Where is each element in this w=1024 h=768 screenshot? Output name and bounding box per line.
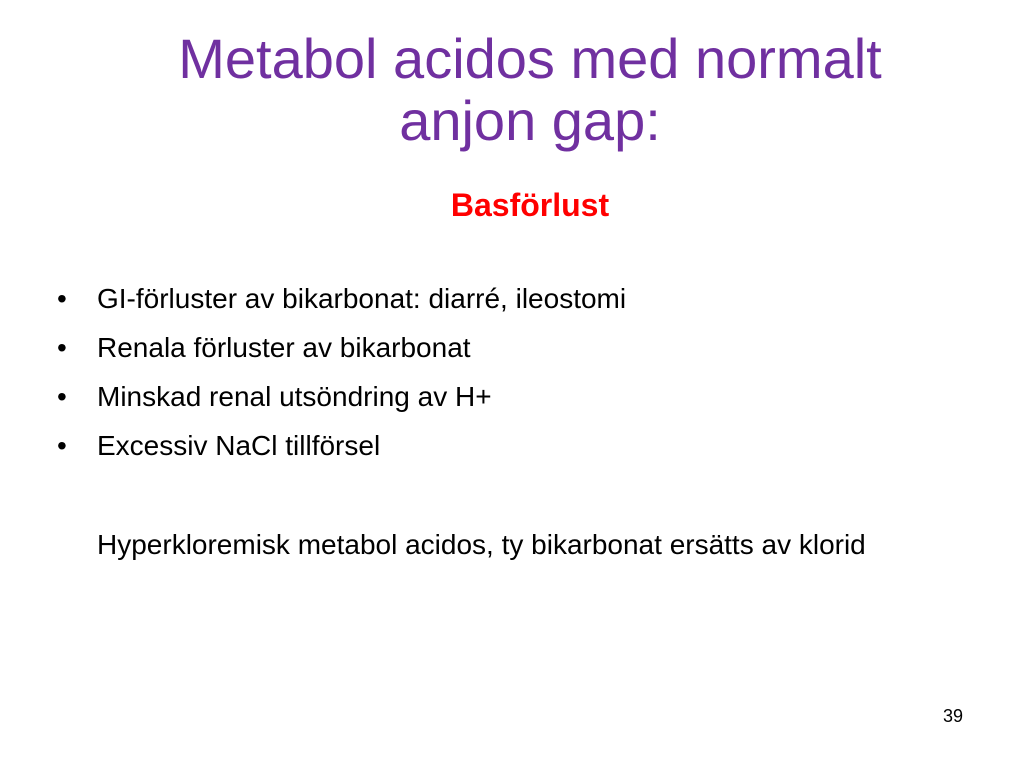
bullet-marker: • bbox=[57, 332, 67, 363]
bullet-marker: • bbox=[57, 430, 67, 461]
bullet-text: GI-förluster av bikarbonat: diarré, ileostomi bbox=[97, 283, 627, 314]
note-paragraph: Hyperkloremisk metabol acidos, ty bikarbonat ersätts av klorid bbox=[97, 529, 866, 560]
bullet-list bbox=[57, 280, 626, 476]
bullet-item bbox=[57, 427, 626, 476]
slide-title bbox=[80, 28, 980, 152]
bullet-item bbox=[57, 280, 626, 329]
page-number: 39 bbox=[942, 706, 963, 726]
bullet-item bbox=[57, 329, 626, 378]
bullet-marker: • bbox=[57, 381, 67, 412]
title-line-1: Metabol acidos med normalt bbox=[178, 27, 882, 90]
bullet-item bbox=[57, 378, 626, 427]
bullet-marker: • bbox=[57, 283, 67, 314]
bullet-text: Minskad renal utsöndring av H+ bbox=[97, 381, 492, 412]
bullet-text: Excessiv NaCl tillförsel bbox=[97, 430, 381, 461]
title-line-2: anjon gap: bbox=[399, 89, 661, 152]
bullet-text: Renala förluster av bikarbonat bbox=[97, 332, 471, 363]
slide-subtitle: Basförlust bbox=[450, 187, 610, 223]
